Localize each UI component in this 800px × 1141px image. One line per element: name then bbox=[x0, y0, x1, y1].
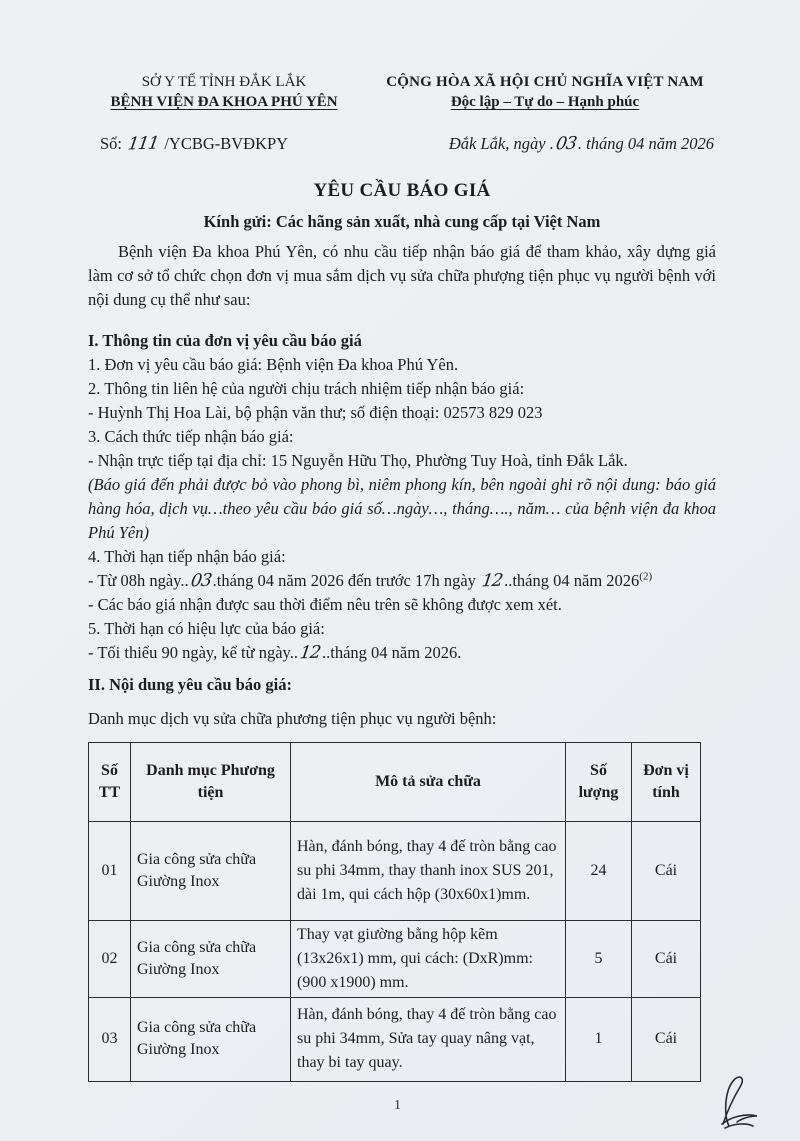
row1-description: Hàn, đánh bóng, thay 4 đế tròn bằng cao su phi 34mm, thay thanh inox SUS 201, dài 1m, qui cách hộp (30x60x1)mm. bbox=[291, 821, 566, 920]
issuer-hospital: BỆNH VIỆN ĐA KHOA PHÚ YÊN bbox=[110, 94, 338, 110]
date-day-handwritten: 03 bbox=[554, 133, 578, 155]
row1-unit: Cái bbox=[632, 821, 701, 920]
date-pre: Đắk Lắk, ngày . bbox=[448, 134, 554, 153]
section1-item2: 2. Thông tin liên hệ của người chịu trách nhiệm tiếp nhận báo giá: bbox=[88, 378, 525, 398]
deadline-start-day-handwritten: 03 bbox=[189, 570, 213, 591]
row2-stt: 02 bbox=[89, 920, 131, 997]
section1-item3: 3. Cách thức tiếp nhận báo giá: bbox=[88, 426, 294, 446]
section1-address-line: - Nhận trực tiếp tại địa chỉ: 15 Nguyễn Hữu Thọ, Phường Tuy Hoà, tỉnh Đắk Lắk. bbox=[88, 450, 628, 470]
document-number-prefix: Số: bbox=[100, 134, 123, 153]
validity-line bbox=[88, 641, 716, 665]
validity-part1: - Tối thiểu 90 ngày, kể từ ngày.. bbox=[88, 642, 298, 662]
table-intro-line: Danh mục dịch vụ sửa chữa phương tiện phục vụ người bệnh: bbox=[88, 708, 497, 728]
section1-contact-line: - Huỳnh Thị Hoa Lài, bộ phận văn thư; số điện thoại: 02573 829 023 bbox=[88, 402, 543, 422]
row2-quantity: 5 bbox=[566, 920, 632, 997]
issuer-department: SỞ Y TẾ TỈNH ĐẮK LẮK bbox=[141, 74, 307, 90]
row3-quantity: 1 bbox=[566, 997, 632, 1081]
table-header-row bbox=[89, 742, 701, 821]
col-header-quantity: Số lượng bbox=[566, 742, 632, 821]
place-date-line bbox=[449, 134, 714, 154]
section1-item5: 5. Thời hạn có hiệu lực của báo giá: bbox=[88, 618, 325, 638]
row2-unit: Cái bbox=[632, 920, 701, 997]
deadline-part1: - Từ 08h ngày.. bbox=[88, 570, 189, 590]
col-header-unit: Đơn vị tính bbox=[632, 742, 701, 821]
number-date-row bbox=[88, 134, 716, 154]
col-header-description: Mô tả sửa chữa bbox=[291, 742, 566, 821]
section1-heading: I. Thông tin của đơn vị yêu cầu báo giá bbox=[88, 330, 362, 350]
row3-description: Hàn, đánh bóng, thay 4 đế tròn bằng cao su phi 34mm, Sửa tay quay nâng vạt, thay bi tay quay. bbox=[291, 997, 566, 1081]
salutation-line: Kính gửi: Các hãng sản xuất, nhà cung cấp tại Việt Nam bbox=[203, 212, 601, 231]
row1-quantity: 24 bbox=[566, 821, 632, 920]
validity-day-handwritten: 12 bbox=[298, 642, 322, 663]
document-title: YÊU CẦU BÁO GIÁ bbox=[313, 180, 491, 201]
document-number-suffix: /YCBG-BVĐKPY bbox=[164, 134, 289, 153]
col-header-category: Danh mục Phương tiện bbox=[131, 742, 291, 821]
document-number bbox=[100, 134, 288, 154]
deadline-part2: .tháng 04 năm 2026 đến trước 17h ngày bbox=[212, 570, 481, 590]
envelope-note: (Báo giá đến phải được bỏ vào phong bì, niêm phong kín, bên ngoài ghi rõ nội dung: báo giá hàng hóa, dịch vụ…theo yêu cầu báo giá số…ngày…, tháng…., năm… của bệnh viện đa khoa Phú Yên) bbox=[88, 474, 716, 542]
table-row bbox=[89, 997, 701, 1081]
row2-category: Gia công sửa chữa Giường Inox bbox=[131, 920, 291, 997]
row1-category: Gia công sửa chữa Giường Inox bbox=[131, 821, 291, 920]
validity-part2: ..tháng 04 năm 2026. bbox=[322, 642, 462, 662]
issuer-block bbox=[88, 72, 360, 112]
handwritten-initials-mark bbox=[695, 1072, 767, 1136]
section2-heading: II. Nội dung yêu cầu báo giá: bbox=[88, 674, 293, 694]
date-post: . tháng 04 năm 2026 bbox=[577, 134, 714, 153]
page-number: 1 bbox=[394, 1098, 401, 1113]
national-header-block bbox=[374, 72, 716, 112]
row3-category: Gia công sửa chữa Giường Inox bbox=[131, 997, 291, 1081]
document-body bbox=[88, 72, 716, 1082]
table-row bbox=[89, 821, 701, 920]
col-header-stt: Số TT bbox=[89, 742, 131, 821]
deadline-end-day-handwritten: 12 bbox=[480, 570, 504, 591]
national-title: CỘNG HÒA XÃ HỘI CHỦ NGHĨA VIỆT NAM bbox=[386, 74, 704, 90]
row3-stt: 03 bbox=[89, 997, 131, 1081]
intro-paragraph: Bệnh viện Đa khoa Phú Yên, có nhu cầu tiếp nhận báo giá để tham khảo, xây dựng giá làm cơ sở tổ chức chọn đơn vị mua sắm dịch vụ sửa chữa phượng tiện phục vụ người bệnh với nội dung cụ thể như sau: bbox=[88, 242, 716, 309]
section1-item4: 4. Thời hạn tiếp nhận báo giá: bbox=[88, 546, 286, 566]
row1-stt: 01 bbox=[89, 821, 131, 920]
late-quotes-note: - Các báo giá nhận được sau thời điểm nêu trên sẽ không được xem xét. bbox=[88, 594, 562, 614]
letterhead bbox=[88, 72, 716, 112]
section1-item1: 1. Đơn vị yêu cầu báo giá: Bệnh viện Đa khoa Phú Yên. bbox=[88, 354, 459, 374]
row2-description: Thay vạt giường bằng hộp kẽm (13x26x1) mm, qui cách: (DxR)mm:(900 x1900) mm. bbox=[291, 920, 566, 997]
service-items-table bbox=[88, 742, 701, 1082]
document-number-handwritten: 111 bbox=[126, 133, 160, 155]
deadline-part3: ..tháng 04 năm 2026 bbox=[504, 570, 640, 590]
deadline-line bbox=[88, 569, 716, 593]
national-motto: Độc lập – Tự do – Hạnh phúc bbox=[450, 94, 640, 110]
row3-unit: Cái bbox=[632, 997, 701, 1081]
table-row bbox=[89, 920, 701, 997]
footnote-marker: (2) bbox=[639, 570, 653, 582]
